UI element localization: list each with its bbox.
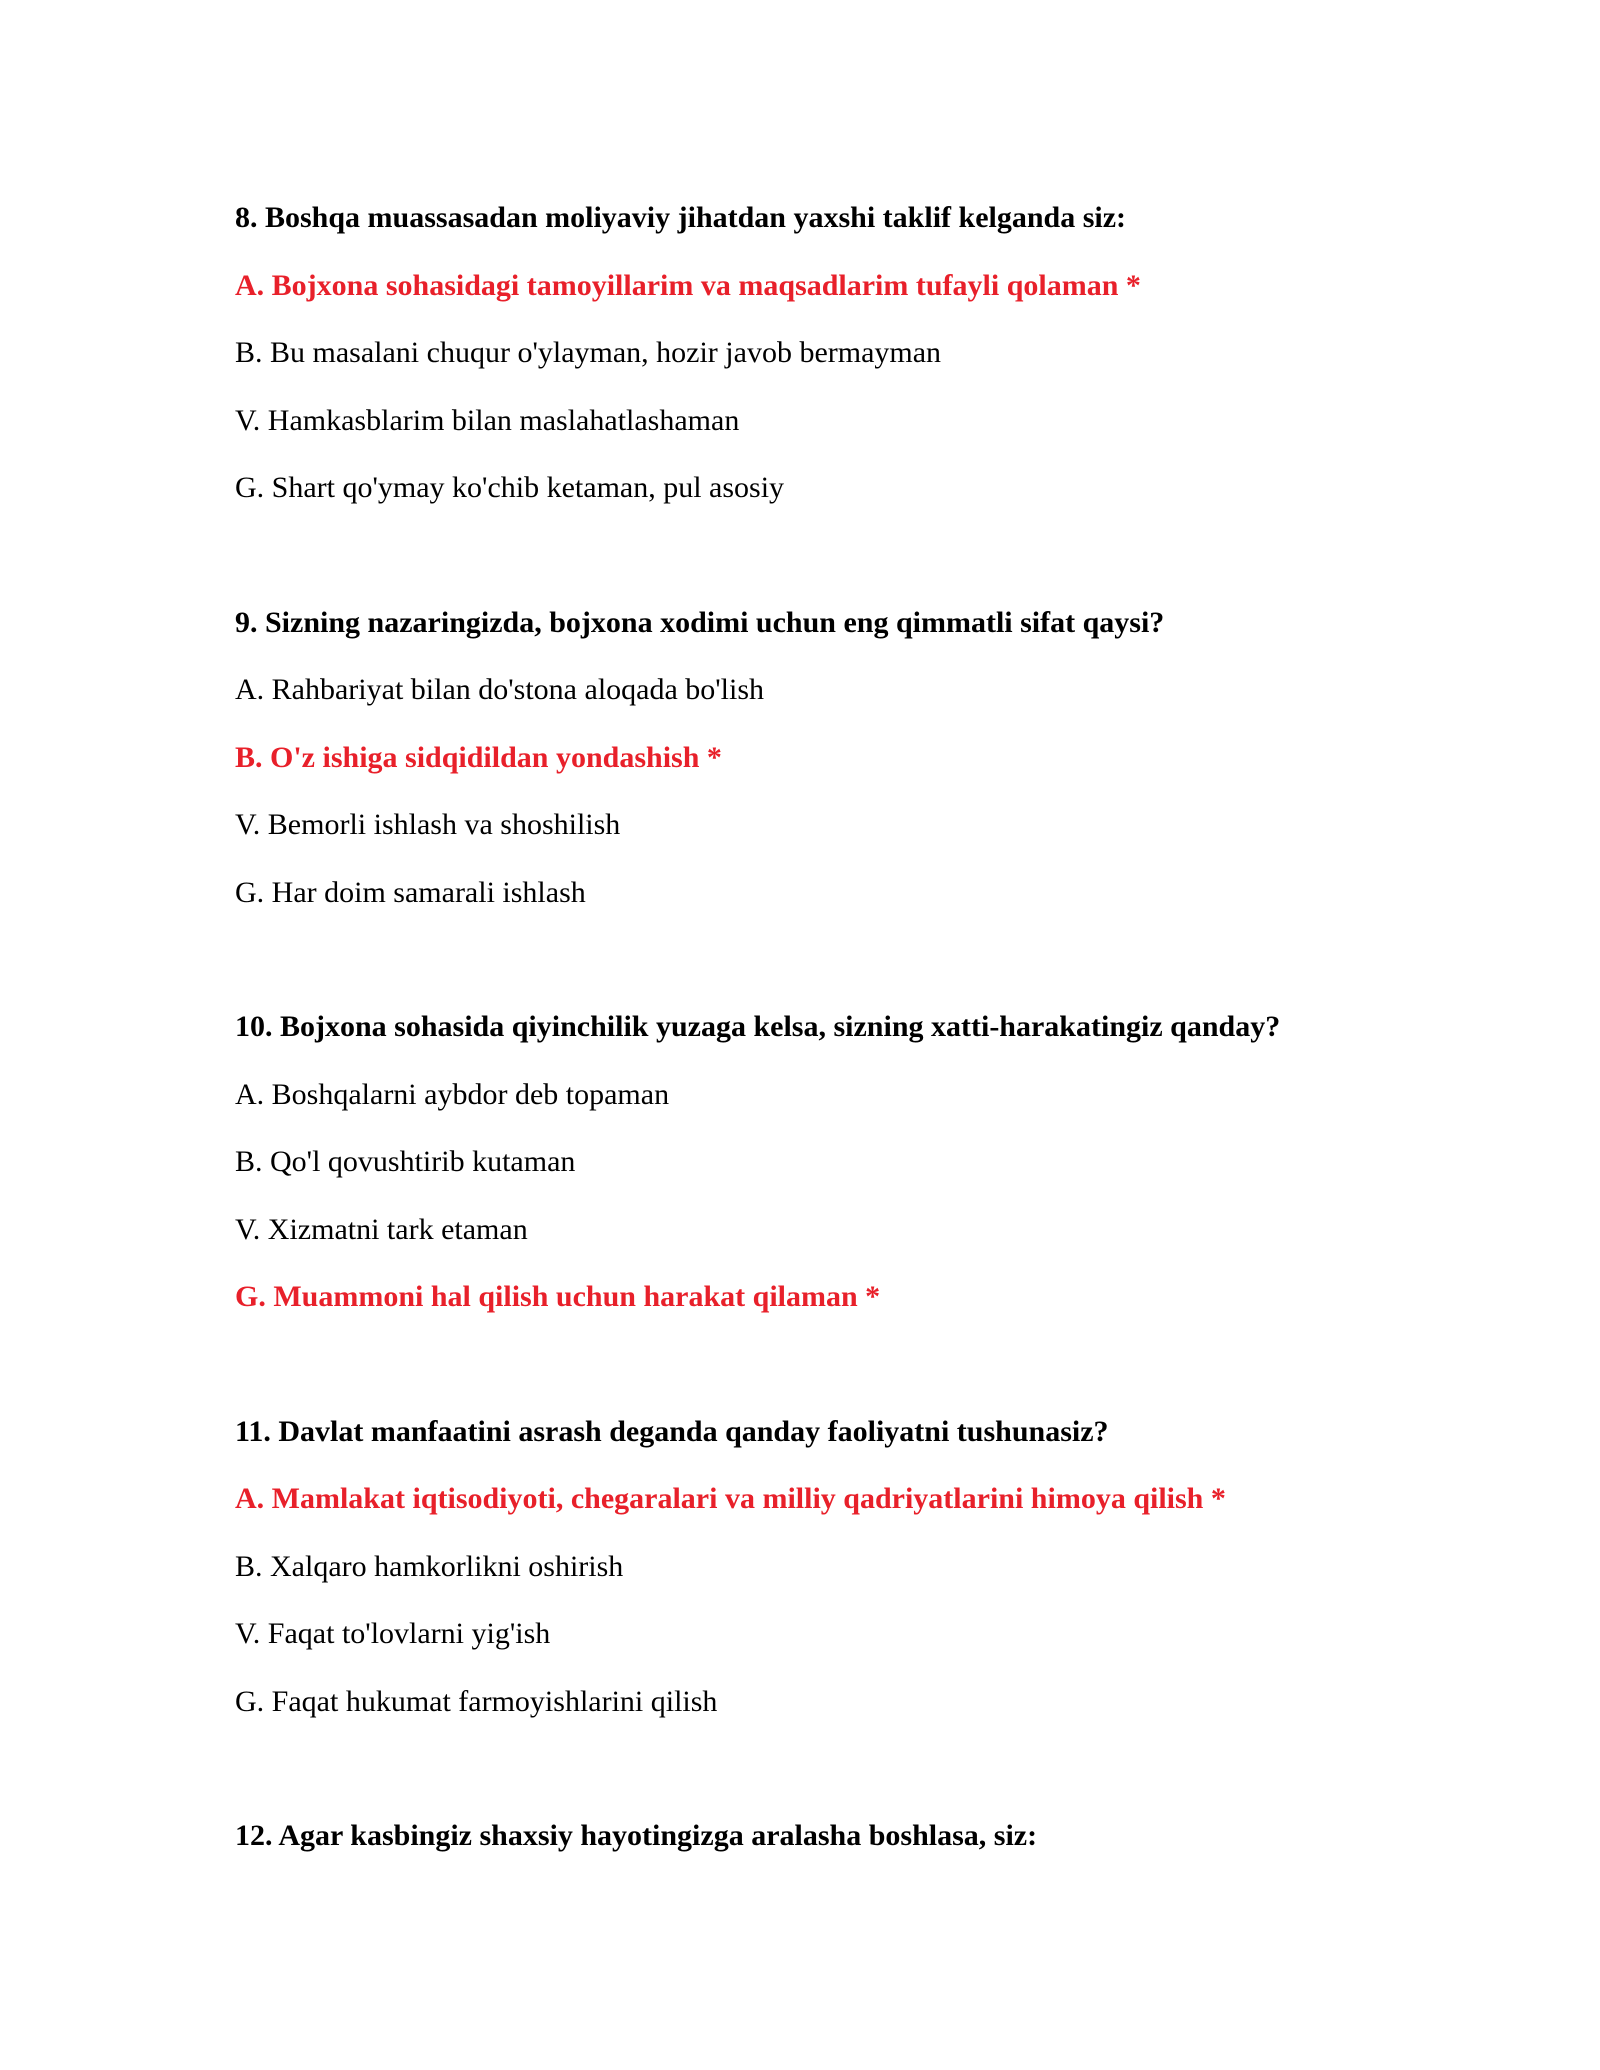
question-text: 10. Bojxona sohasida qiyinchilik yuzaga kelsa, sizning xatti-harakatingiz qanday? (235, 1010, 1281, 1043)
option-v: V. Bemorli ishlash va shoshilish (235, 808, 621, 841)
question-text: 12. Agar kasbingiz shaxsiy hayotingizga aralasha boshlasa, siz: (235, 1819, 1038, 1852)
option-g: G. Har doim samarali ishlash (235, 875, 586, 909)
option-v: V. Hamkasblarim bilan maslahatlashaman (235, 403, 740, 437)
question-8 (235, 184, 1435, 522)
option-g-correct: G. Muammoni hal qilish uchun harakat qilaman * (235, 1280, 881, 1313)
question-text: 9. Sizning nazaringizda, bojxona xodimi uchun eng qimmatli sifat qaysi? (235, 605, 1165, 639)
option-g: G. Faqat hukumat farmoyishlarini qilish (235, 1684, 718, 1718)
option-b-correct: B. O'z ishiga sidqidildan yondashish * (235, 740, 722, 774)
option-v: V. Faqat to'lovlarni yig'ish (235, 1617, 551, 1650)
question-10 (235, 993, 1435, 1331)
option-b: B. Qo'l qovushtirib kutaman (235, 1145, 576, 1178)
option-a-correct: A. Bojxona sohasidagi tamoyillarim va maqsadlarim tufayli qolaman * (235, 268, 1141, 302)
option-a: A. Rahbariyat bilan do'stona aloqada bo'lish (235, 673, 765, 706)
question-12 (235, 1802, 1435, 1870)
option-a-correct: A. Mamlakat iqtisodiyoti, chegaralari va milliy qadriyatlarini himoya qilish * (235, 1482, 1226, 1515)
question-11 (235, 1398, 1435, 1736)
option-a: A. Boshqalarni aybdor deb topaman (235, 1077, 670, 1111)
document-page (235, 184, 1435, 1870)
option-g: G. Shart qo'ymay ko'chib ketaman, pul asosiy (235, 471, 785, 504)
question-text: 8. Boshqa muassasadan moliyaviy jihatdan yaxshi taklif kelganda siz: (235, 201, 1127, 234)
option-b: B. Bu masalani chuqur o'ylayman, hozir javob bermayman (235, 336, 942, 369)
question-text: 11. Davlat manfaatini asrash deganda qanday faoliyatni tushunasiz? (235, 1414, 1109, 1448)
question-9 (235, 589, 1435, 927)
option-v: V. Xizmatni tark etaman (235, 1212, 528, 1246)
option-b: B. Xalqaro hamkorlikni oshirish (235, 1549, 624, 1583)
